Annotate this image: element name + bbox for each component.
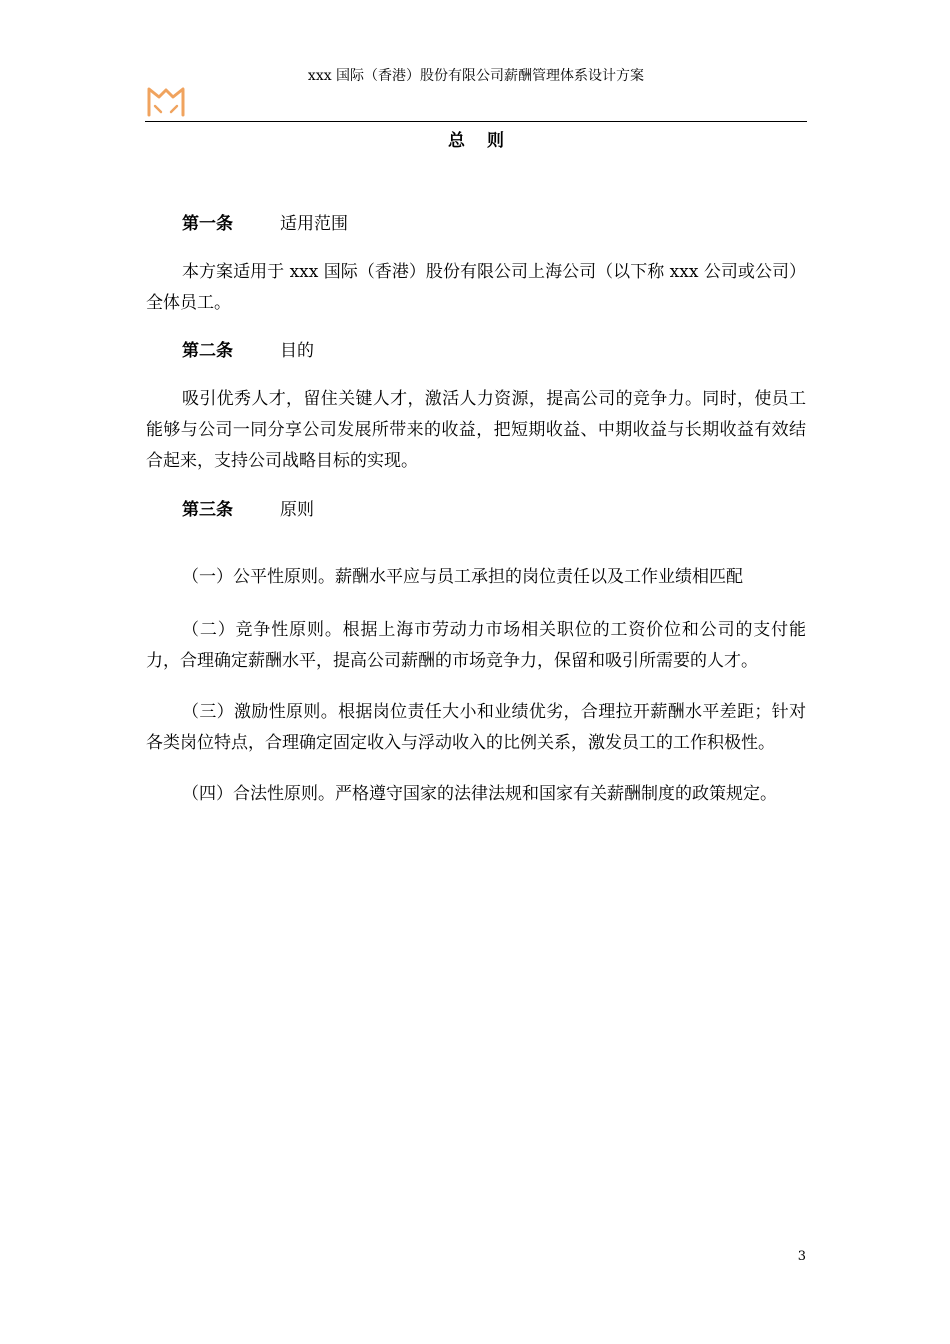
article-3-heading bbox=[146, 495, 806, 526]
section-title: 总则 bbox=[448, 131, 526, 151]
page-number: 3 bbox=[797, 1249, 806, 1264]
article-number: 第一条 bbox=[182, 214, 233, 234]
cat-ears-logo-icon bbox=[146, 84, 186, 118]
header-divider bbox=[145, 121, 807, 122]
principle-competitiveness: （二）竞争性原则。根据上海市劳动力市场相关职位的工资价位和公司的支付能力，合理确定薪酬水平，提高公司薪酬的市场竞争力，保留和吸引所需要的人才。 bbox=[146, 620, 806, 671]
article-number: 第三条 bbox=[182, 500, 233, 520]
principle-legality: （四）合法性原则。严格遵守国家的法律法规和国家有关薪酬制度的政策规定。 bbox=[182, 784, 777, 804]
principle-incentive: （三）激励性原则。根据岗位责任大小和业绩优劣，合理拉开薪酬水平差距；针对各类岗位特点，合理确定固定收入与浮动收入的比例关系，激发员工的工作积极性。 bbox=[146, 702, 806, 753]
article-title: 目的 bbox=[280, 341, 314, 361]
article-2-heading bbox=[146, 336, 806, 367]
running-header: xxx 国际（香港）股份有限公司薪酬管理体系设计方案 bbox=[307, 68, 645, 84]
article-1-paragraph: 本方案适用于 xxx 国际（香港）股份有限公司上海公司（以下称 xxx 公司或公司）全体员工。 bbox=[146, 262, 806, 313]
article-title: 适用范围 bbox=[280, 214, 348, 234]
principle-fairness: （一）公平性原则。薪酬水平应与员工承担的岗位责任以及工作业绩相匹配 bbox=[182, 567, 743, 587]
article-1-heading bbox=[146, 209, 806, 240]
article-number: 第二条 bbox=[182, 341, 233, 361]
article-2-paragraph: 吸引优秀人才，留住关键人才，激活人力资源，提高公司的竞争力。同时，使员工能够与公司一同分享公司发展所带来的收益，把短期收益、中期收益与长期收益有效结合起来，支持公司战略目标的实现。 bbox=[146, 389, 806, 471]
article-title: 原则 bbox=[280, 500, 314, 520]
document-body bbox=[146, 205, 806, 810]
